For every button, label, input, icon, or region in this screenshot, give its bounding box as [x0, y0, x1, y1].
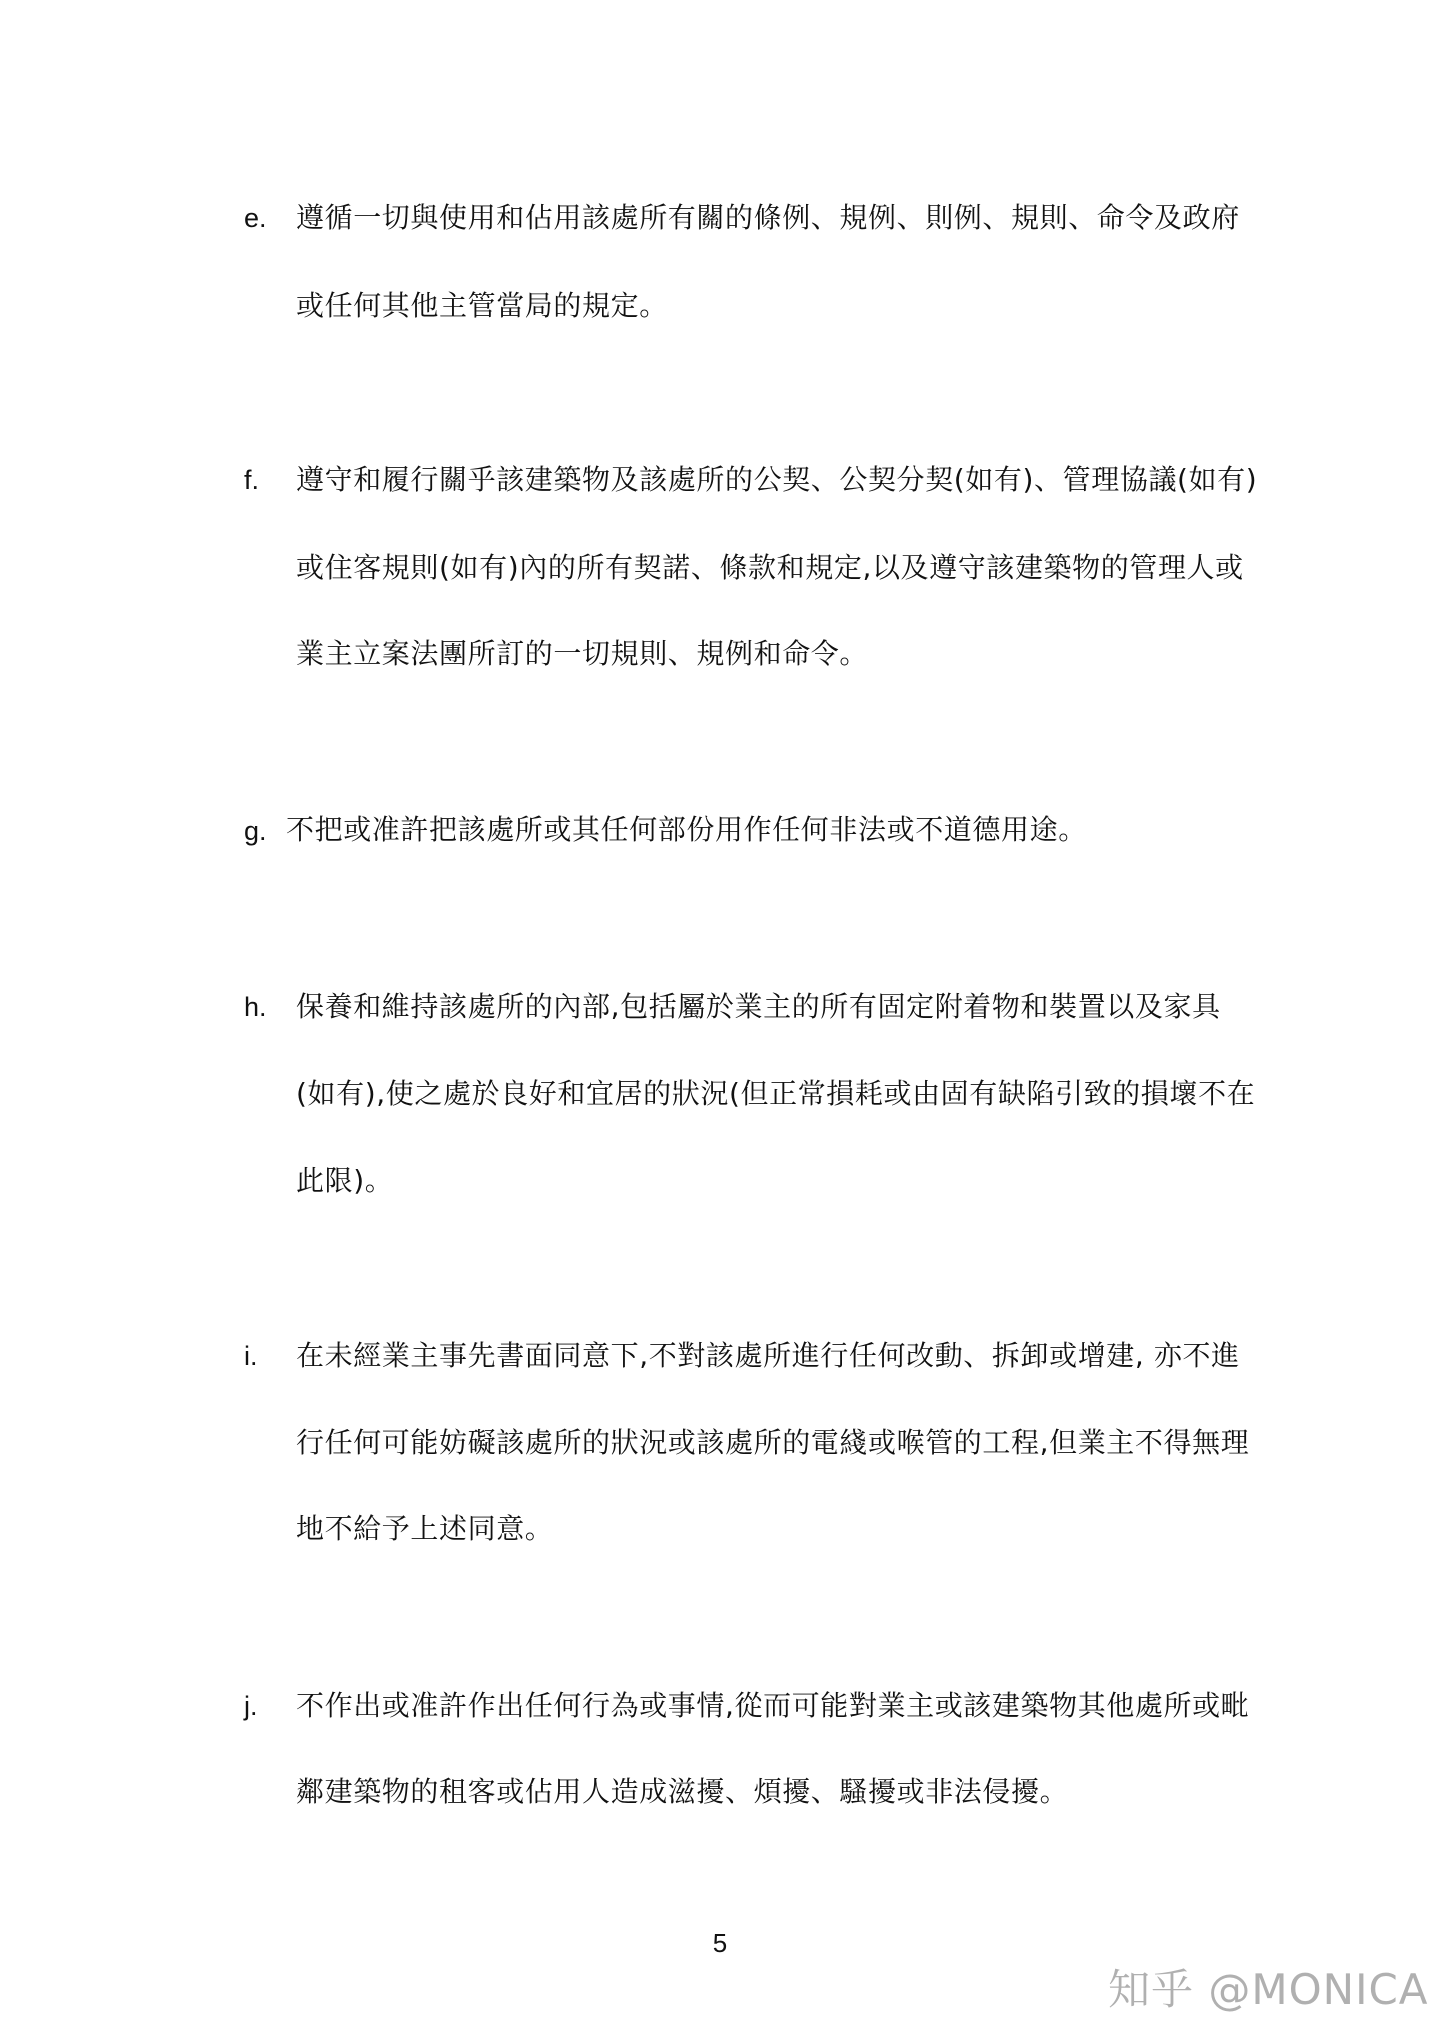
clause-label: i. [244, 1341, 258, 1371]
clause-label: f. [244, 465, 260, 495]
clause-label: e. [244, 203, 267, 233]
clause-text-line: 地不給予上述同意。 [296, 1512, 554, 1545]
clause-text-line: 或住客規則(如有)內的所有契諾、條款和規定,以及遵守該建築物的管理人或 [296, 551, 1244, 584]
page-number: 5 [712, 1928, 728, 1958]
clause-label: h. [244, 992, 267, 1022]
zhihu-watermark: 知乎 @MONICA [1108, 1965, 1429, 2014]
clause-text-line: 鄰建築物的租客或佔用人造成滋擾、煩擾、騷擾或非法侵擾。 [296, 1775, 1069, 1808]
clause-label: j. [244, 1691, 258, 1721]
clause-text-line: (如有),使之處於良好和宜居的狀況(但正常損耗或由固有缺陷引致的損壞不在 [296, 1077, 1256, 1110]
clause-text-line: 不作出或准許作出任何行為或事情,從而可能對業主或該建築物其他處所或毗 [296, 1689, 1250, 1722]
clause-text-line: 業主立案法團所訂的一切規則、規例和命令。 [296, 637, 869, 670]
clause-text-line: 此限)。 [296, 1164, 394, 1197]
clause-text-line: 不把或准許把該處所或其任何部份用作任何非法或不道德用途。 [286, 813, 1087, 846]
clause-text-line: 遵守和履行關乎該建築物及該處所的公契、公契分契(如有)、管理協議(如有) [296, 463, 1258, 496]
clause-text-line: 遵循一切與使用和佔用該處所有關的條例、規例、則例、規則、命令及政府 [296, 201, 1240, 234]
clause-text-line: 在未經業主事先書面同意下,不對該處所進行任何改動、拆卸或增建, 亦不進 [296, 1339, 1240, 1372]
clause-text-line: 保養和維持該處所的內部,包括屬於業主的所有固定附着物和裝置以及家具 [296, 990, 1221, 1023]
clause-text-line: 或任何其他主管當局的規定。 [296, 289, 668, 322]
clause-label: g. [244, 816, 267, 846]
clause-text-line: 行任何可能妨礙該處所的狀況或該處所的電綫或喉管的工程,但業主不得無理 [296, 1426, 1250, 1459]
